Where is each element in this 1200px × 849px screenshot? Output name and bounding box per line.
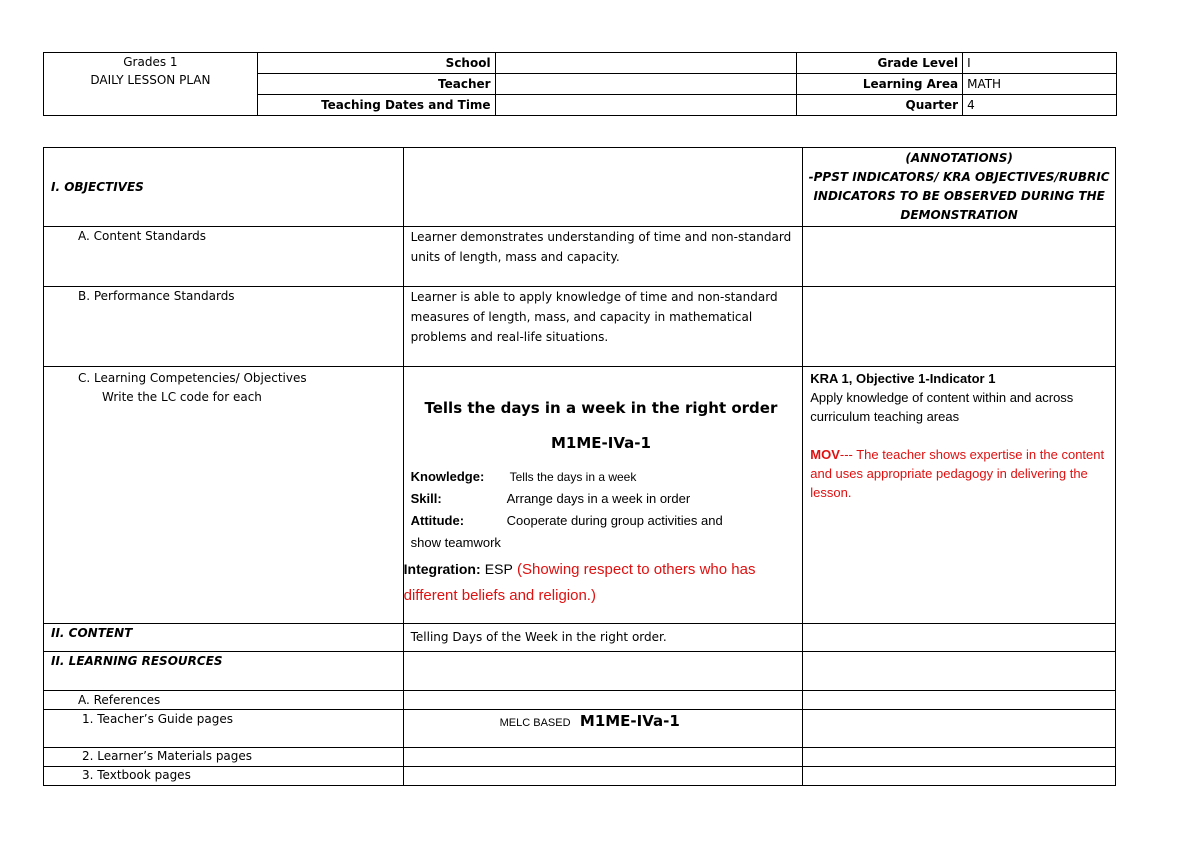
annotations-header: [803, 148, 1116, 227]
attitude-label: Attitude:: [410, 513, 465, 528]
tg-annotation[interactable]: [803, 710, 1116, 748]
quarter-field[interactable]: 4: [963, 95, 1117, 116]
resources-heading-cell: [44, 652, 404, 691]
mov-label: MOV: [810, 447, 840, 462]
performance-standards-label: B. Performance Standards: [44, 287, 404, 367]
mov-block: [810, 445, 1111, 502]
competency-code: M1ME-IVa-1: [550, 434, 651, 452]
annotations-subtitle: -PPST INDICATORS/ KRA OBJECTIVES/RUBRIC INDICATORS TO BE OBSERVED DURING THE DEMONSTRATION: [808, 170, 1110, 222]
content-standards-label: A. Content Standards: [44, 227, 404, 287]
knowledge-value: Tells the days in a week: [509, 470, 637, 484]
content-value: Telling Days of the Week in the right order.: [403, 624, 803, 652]
skill-label: Skill:: [410, 491, 442, 506]
objectives-middle-cell: [403, 148, 803, 227]
objectives-heading-cell: [44, 148, 404, 227]
tg-prefix: MELC BASED: [499, 717, 571, 729]
teacher-field[interactable]: [495, 74, 797, 95]
school-label: School: [257, 53, 495, 74]
skill-row: [411, 488, 799, 510]
tb-label: 3. Textbook pages: [44, 767, 404, 786]
plan-title-cell: [44, 53, 258, 116]
attitude-value: Cooperate during group activities and: [506, 513, 723, 528]
header-table: [43, 52, 1117, 116]
kra-title: KRA 1, Objective 1-Indicator 1: [810, 371, 996, 386]
tg-code: M1ME-IVa-1: [579, 712, 680, 730]
teacher-label: Teacher: [257, 74, 495, 95]
dates-label: Teaching Dates and Time: [257, 95, 495, 116]
integration-label: Integration:: [403, 561, 481, 577]
annotations-title: (ANNOTATIONS): [905, 151, 1013, 165]
integration-esp: ESP: [484, 561, 513, 577]
content-annotation[interactable]: [803, 624, 1116, 652]
content-heading: II. CONTENT: [51, 626, 133, 640]
tb-middle[interactable]: [403, 767, 803, 786]
resources-heading: II. LEARNING RESOURCES: [51, 654, 223, 668]
grade-level-field[interactable]: I: [963, 53, 1117, 74]
kra-desc: Apply knowledge of content within and across curriculum teaching areas: [810, 390, 1074, 424]
resources-annotation[interactable]: [803, 652, 1116, 691]
knowledge-row: [411, 466, 799, 488]
learning-area-field[interactable]: MATH: [963, 74, 1117, 95]
tg-cell: [403, 710, 803, 748]
lesson-table: [43, 147, 1116, 786]
integration-value: (Showing respect to others who has different beliefs and religion.): [403, 561, 756, 604]
integration-block: [404, 556, 799, 609]
kra-annotation-cell: [803, 367, 1116, 624]
content-standards-value: Learner demonstrates understanding of time and non-standard units of length, mass and capacity.: [403, 227, 803, 287]
skill-value: Arrange days in a week in order: [506, 491, 691, 506]
performance-standards-value: is able to apply knowledge of time and non-standard measures of length, mass, and capacity in mathematical problems and real-life situations.: [410, 290, 778, 344]
attitude-row: [411, 510, 799, 532]
learning-area-label: Learning Area: [797, 74, 963, 95]
attitude-value-2: show teamwork: [410, 535, 501, 550]
plan-title: DAILY LESSON PLAN: [90, 73, 211, 87]
performance-standards-lead: Learner: [410, 290, 457, 304]
tg-label: 1. Teacher’s Guide pages: [44, 710, 404, 748]
competencies-sub: Write the LC code for each: [102, 390, 262, 404]
competencies-label-cell: [44, 367, 404, 624]
knowledge-label: Knowledge:: [410, 469, 485, 484]
dates-field[interactable]: [495, 95, 797, 116]
competencies-cell: [403, 367, 803, 624]
content-heading-cell: [44, 624, 404, 652]
performance-standards-annotation[interactable]: [803, 287, 1116, 367]
grades-label: Grades 1: [123, 55, 178, 69]
references-middle[interactable]: [403, 691, 803, 710]
objectives-heading: I. OBJECTIVES: [51, 180, 144, 194]
resources-middle-cell[interactable]: [403, 652, 803, 691]
mov-text: --- The teacher shows expertise in the content and uses appropriate pedagogy in delivering the lesson.: [810, 447, 1105, 500]
tb-annotation[interactable]: [803, 767, 1116, 786]
competency-title: Tells the days in a week in the right order: [424, 399, 778, 417]
performance-standards-cell: [403, 287, 803, 367]
lm-middle[interactable]: [403, 748, 803, 767]
quarter-label: Quarter: [797, 95, 963, 116]
competencies-label: C. Learning Competencies/ Objectives: [78, 371, 307, 385]
lm-annotation[interactable]: [803, 748, 1116, 767]
content-standards-annotation[interactable]: [803, 227, 1116, 287]
references-label: A. References: [44, 691, 404, 710]
grade-level-label: Grade Level: [797, 53, 963, 74]
lm-label: 2. Learner’s Materials pages: [44, 748, 404, 767]
references-annotation[interactable]: [803, 691, 1116, 710]
school-field[interactable]: [495, 53, 797, 74]
